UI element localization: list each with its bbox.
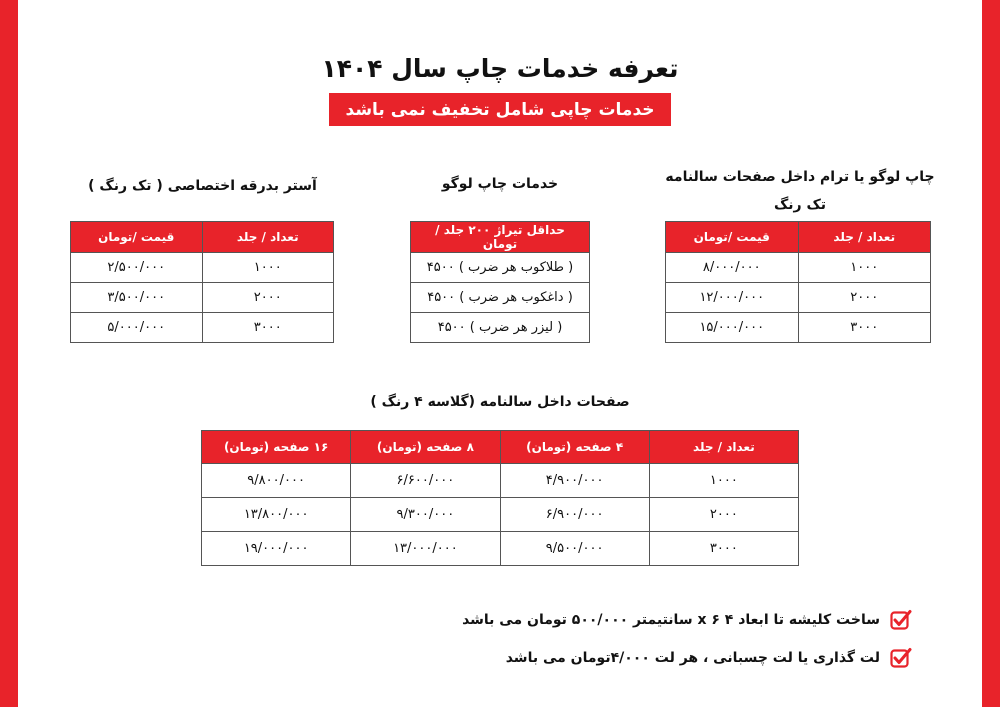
price-cell: ۹/۳۰۰/۰۰۰: [351, 498, 500, 532]
table-row: [71, 313, 334, 343]
quantity-cell: ۱۰۰۰: [649, 464, 798, 498]
service-price-cell: ( داغکوب هر ضرب ) ۴۵۰۰: [411, 283, 590, 313]
price-cell: ۴/۹۰۰/۰۰۰: [500, 464, 649, 498]
section1-heading: [650, 163, 950, 219]
column-header: ۴ صفحه (تومان): [500, 431, 649, 464]
table-row: [202, 498, 799, 532]
checkbox-check-icon: [890, 647, 912, 669]
price-cell: ۳/۵۰۰/۰۰۰: [71, 283, 203, 313]
price-cell: ۱۹/۰۰۰/۰۰۰: [202, 532, 351, 566]
section1-heading-line1: چاپ لوگو یا ترام داخل صفحات سالنامه: [665, 169, 935, 185]
right-red-border: [982, 0, 1000, 707]
column-header: ۱۶ صفحه (تومان): [202, 431, 351, 464]
price-cell: ۱۵/۰۰۰/۰۰۰: [666, 313, 799, 343]
quantity-cell: ۱۰۰۰: [202, 253, 334, 283]
table-row: [71, 253, 334, 283]
quantity-cell: ۲۰۰۰: [798, 283, 931, 313]
section1-heading-line2: تک رنگ: [773, 197, 827, 213]
table-row: [411, 283, 590, 313]
service-price-cell: ( لیزر هر ضرب ) ۴۵۰۰: [411, 313, 590, 343]
column-header: قیمت /تومان: [71, 222, 203, 253]
note-1: [462, 609, 912, 631]
column-header: قیمت /تومان: [666, 222, 799, 253]
price-cell: ۱۳/۰۰۰/۰۰۰: [351, 532, 500, 566]
price-cell: ۵/۰۰۰/۰۰۰: [71, 313, 203, 343]
column-header: تعداد / جلد: [202, 222, 334, 253]
section3-heading: آستر بدرقه اختصاصی ( تک رنگ ): [88, 178, 317, 194]
table-header-row: [71, 222, 334, 253]
note-1-text: ساخت کلیشه تا ابعاد ۴ x ۶ سانتیمتر ۵۰۰/۰۰۰ تومان می باشد: [462, 612, 880, 628]
note-2: [506, 647, 912, 669]
price-cell: ۶/۶۰۰/۰۰۰: [351, 464, 500, 498]
table-row: [411, 313, 590, 343]
table-row: [411, 253, 590, 283]
table-row: [202, 464, 799, 498]
column-header: ۸ صفحه (تومان): [351, 431, 500, 464]
inner-pages-price-table: [201, 430, 799, 566]
quantity-cell: ۱۰۰۰: [798, 253, 931, 283]
left-red-border: [0, 0, 18, 707]
price-cell: ۶/۹۰۰/۰۰۰: [500, 498, 649, 532]
table-row: [666, 253, 931, 283]
logo-print-price-table: [665, 221, 931, 343]
endpaper-price-table: [70, 221, 334, 343]
table-row: [666, 283, 931, 313]
table-header-row: [202, 431, 799, 464]
section4-heading: صفحات داخل سالنامه (گلاسه ۴ رنگ ): [370, 394, 630, 410]
column-header: حداقل تیراژ ۲۰۰ جلد / تومان: [411, 222, 590, 253]
page-title: تعرفه خدمات چاپ سال ۱۴۰۴: [321, 54, 679, 83]
logo-services-price-table: [410, 221, 590, 343]
price-cell: ۸/۰۰۰/۰۰۰: [666, 253, 799, 283]
column-header: تعداد / جلد: [798, 222, 931, 253]
table-row: [666, 313, 931, 343]
no-discount-banner: خدمات چاپی شامل تخفیف نمی باشد: [329, 93, 671, 126]
quantity-cell: ۲۰۰۰: [649, 498, 798, 532]
checkbox-check-icon: [890, 609, 912, 631]
table-row: [71, 283, 334, 313]
service-price-cell: ( طلاکوب هر ضرب ) ۴۵۰۰: [411, 253, 590, 283]
price-cell: ۲/۵۰۰/۰۰۰: [71, 253, 203, 283]
quantity-cell: ۲۰۰۰: [202, 283, 334, 313]
price-cell: ۹/۵۰۰/۰۰۰: [500, 532, 649, 566]
section2-heading: خدمات چاپ لوگو: [441, 176, 559, 192]
table-header-row: [411, 222, 590, 253]
quantity-cell: ۳۰۰۰: [202, 313, 334, 343]
quantity-cell: ۳۰۰۰: [798, 313, 931, 343]
price-cell: ۱۲/۰۰۰/۰۰۰: [666, 283, 799, 313]
table-header-row: [666, 222, 931, 253]
table-row: [202, 532, 799, 566]
price-cell: ۱۳/۸۰۰/۰۰۰: [202, 498, 351, 532]
column-header: تعداد / جلد: [649, 431, 798, 464]
note-2-text: لت گذاری یا لت چسبانی ، هر لت ۴/۰۰۰تومان می باشد: [505, 650, 880, 666]
price-cell: ۹/۸۰۰/۰۰۰: [202, 464, 351, 498]
quantity-cell: ۳۰۰۰: [649, 532, 798, 566]
